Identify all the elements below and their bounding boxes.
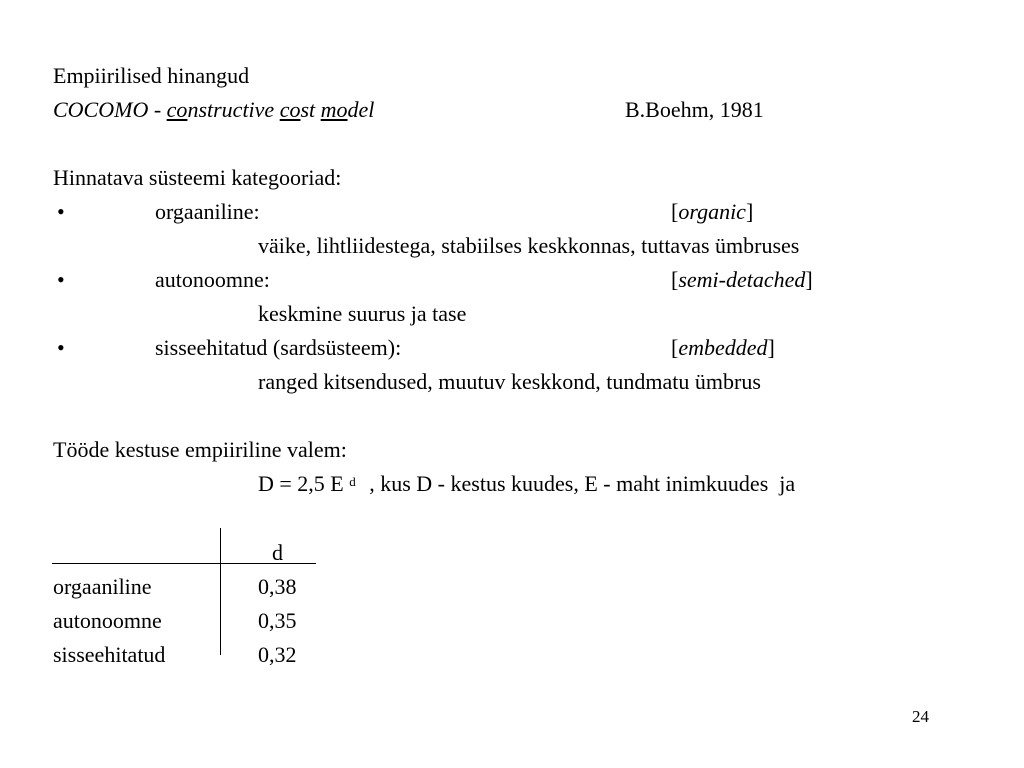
- model-underlined: mo: [320, 97, 348, 122]
- model-rest: del: [347, 97, 375, 122]
- category-english-term: embedded: [678, 335, 768, 360]
- table-vertical-rule: [220, 528, 221, 655]
- category-name: autonoomne:: [155, 267, 270, 292]
- table-row-label: sisseehitatud: [53, 642, 166, 667]
- constructive-underlined: co: [166, 97, 188, 122]
- cocomo-author: B.Boehm, 1981: [625, 97, 764, 122]
- bullet: •: [57, 199, 65, 224]
- table-row-value: 0,38: [258, 574, 297, 599]
- table-row-value: 0,32: [258, 642, 297, 667]
- category-description: väike, lihtliidestega, stabiilses keskkonnas, tuttavas ümbruses: [258, 233, 800, 258]
- cost-underlined: co: [279, 97, 301, 122]
- formula-heading: Tööde kestuse empiiriline valem:: [53, 437, 347, 462]
- formula-exponent: d: [349, 474, 356, 489]
- cocomo-line: [53, 93, 374, 127]
- bullet: •: [57, 267, 65, 292]
- formula-rest: , kus D - kestus kuudes, E - maht inimkuudes ja: [363, 471, 796, 496]
- category-name: sisseehitatud (sardsüsteem):: [155, 335, 402, 360]
- category-english-term: organic: [678, 199, 746, 224]
- categories-heading: Hinnatava süsteemi kategooriad:: [53, 165, 342, 190]
- table-row-label: autonoomne: [53, 608, 162, 633]
- category-description: ranged kitsendused, muutuv keskkond, tundmatu ümbrus: [258, 369, 761, 394]
- category-description: keskmine suurus ja tase: [258, 301, 467, 326]
- constructive-rest: nstructive: [187, 97, 280, 122]
- cost-rest: st: [300, 97, 321, 122]
- formula: [258, 467, 795, 504]
- category-english: [semi-detached]: [671, 267, 813, 292]
- category-english-term: semi-detached: [678, 267, 806, 292]
- cocomo-dash: -: [148, 97, 167, 122]
- table-column-header: d: [272, 540, 283, 565]
- category-english: [organic]: [671, 199, 754, 224]
- formula-lhs: D = 2,5 E: [258, 471, 350, 496]
- category-english: [embedded]: [671, 335, 775, 360]
- table-row-label: orgaaniline: [53, 574, 152, 599]
- bullet: •: [57, 335, 65, 360]
- slide-heading: Empiirilised hinangud: [53, 63, 250, 88]
- category-name: orgaaniline:: [155, 199, 260, 224]
- cocomo-acronym: COCOMO: [53, 97, 149, 122]
- table-row-value: 0,35: [258, 608, 297, 633]
- page-number: 24: [912, 707, 929, 726]
